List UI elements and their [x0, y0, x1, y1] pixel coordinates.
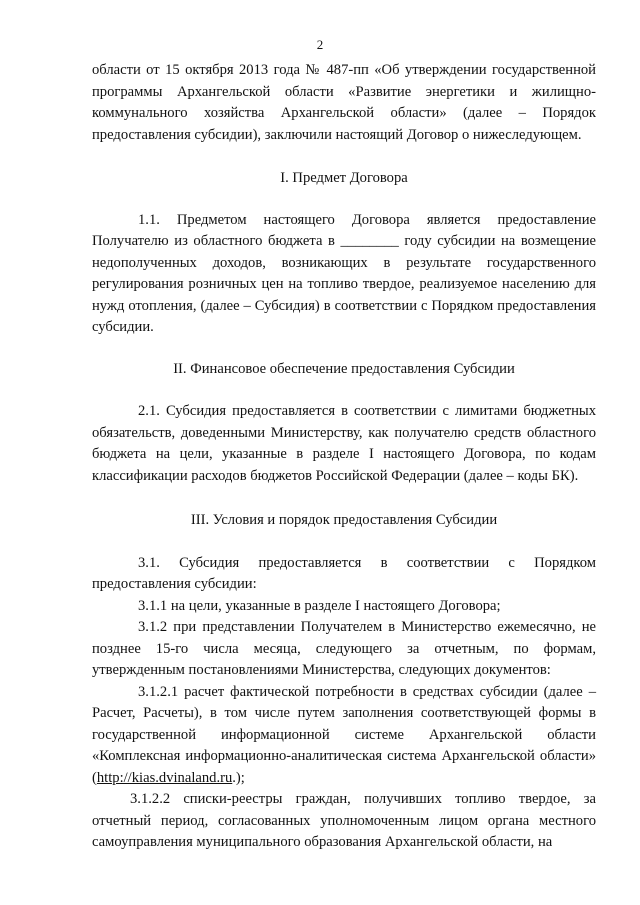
paragraph-3-1-2-1 [92, 682, 596, 790]
paragraph-3-1-2-2: 3.1.2.2 списки-реестры граждан, получивших топливо твердое, за отчетный период, согласованных уполномоченным лицом органа местного самоуправления муниципального образования Архангельской области, на [92, 791, 596, 850]
paragraph-3-1-2: 3.1.2 при представлении Получателем в Министерство ежемесячно, не позднее 15-го числа месяца, следующего за отчетным, по формам, утвержденным постановлениями Министерства, следующих документов: [92, 619, 596, 678]
section-2-heading: II. Финансовое обеспечение предоставления Субсидии [173, 360, 515, 377]
paragraph-3-1-2-1-text: 3.1.2.1 расчет фактической потребности в средствах субсидии (далее – Расчет, Расчеты), в том числе путем заполнения соответствующей формы в государственной информационной системе Архангельской области «Комплексная информационно-аналитическая система Архангельской области» ( [92, 683, 596, 786]
paragraph-2-1: 2.1. Субсидия предоставляется в соответствии с лимитами бюджетных обязательств, доведенными Министерству, как получателю средств областного бюджета на цели, указанные в разделе I настоящего Договора, по кодам классификации расходов бюджетов Российской Федерации (далее – коды БК). [92, 403, 596, 484]
section-3-heading: III. Условия и порядок предоставления Субсидии [190, 512, 498, 528]
section-1-heading: I. Предмет Договора [280, 170, 408, 186]
paragraph-3-1-2-1-tail: .); [232, 769, 245, 786]
kias-link[interactable]: http://kias.dvinaland.ru [96, 769, 233, 786]
paragraph-3-1-1: 3.1.1 на цели, указанные в разделе I настоящего Договора; [138, 597, 501, 614]
page-number: 2 [316, 37, 324, 52]
intro-paragraph: области от 15 октября 2013 года № 487-пп «Об утверждении государственной программы Архангельской области «Развитие энергетики и жилищно-коммунального хозяйства Архангельской области» (далее – Порядок предоставления субсидии), заключили настоящий Договор о нижеследующем. [92, 62, 596, 143]
document-body [92, 60, 596, 854]
paragraph-1-1: 1.1. Предметом настоящего Договора является предоставление Получателю из областного бюджета в ________ году субсидии на возмещение недополученных доходов, возникающих в результате государственного регулирования розничных цен на топливо твердое, реализуемое населению для нужд отопления, (далее – Субсидия) в соответствии с Порядком предоставления субсидии. [92, 211, 596, 335]
paragraph-3-1: 3.1. Субсидия предоставляется в соответствии с Порядком предоставления субсидии: [92, 554, 596, 592]
